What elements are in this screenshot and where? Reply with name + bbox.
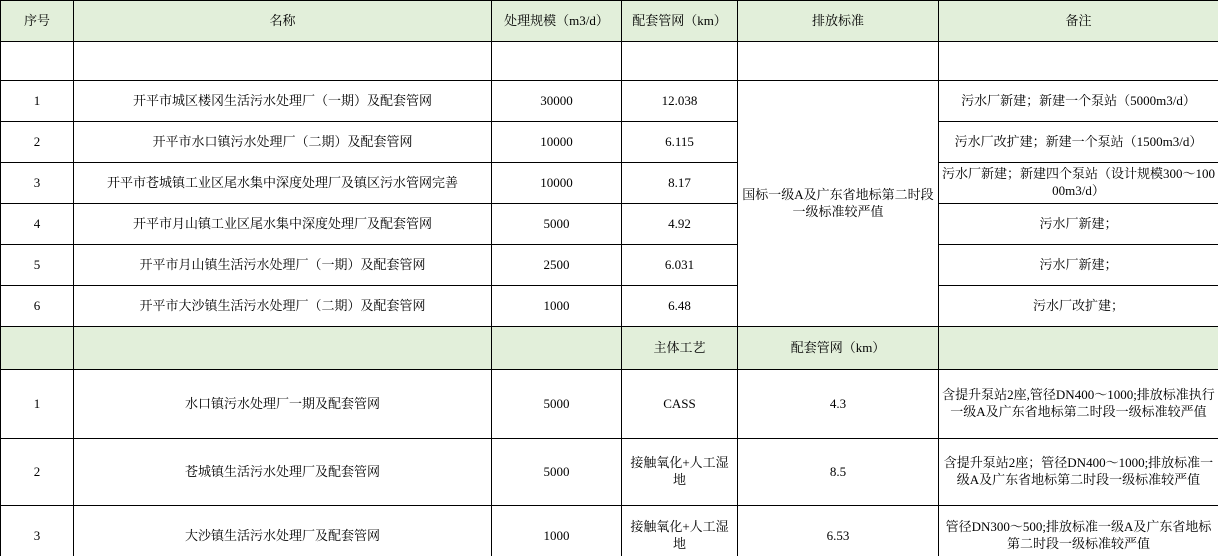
cell-scale: 2500 — [492, 245, 622, 286]
cell-scale: 5000 — [492, 370, 622, 439]
table-row — [1, 506, 1218, 556]
cell-pipeline: 8.5 — [738, 439, 939, 506]
cell-name: 开平市月山镇生活污水处理厂（一期）及配套管网 — [74, 245, 492, 286]
table-row — [1, 81, 1218, 122]
cell-no: 2 — [1, 439, 74, 506]
cell-scale: 10000 — [492, 122, 622, 163]
cell-process: 接触氧化+人工湿地 — [622, 439, 738, 506]
empty-cell — [492, 42, 622, 81]
cell-no: 6 — [1, 286, 74, 327]
cell-name: 开平市大沙镇生活污水处理厂（二期）及配套管网 — [74, 286, 492, 327]
cell-remark: 污水厂新建； — [939, 245, 1218, 286]
cell-remark: 污水厂新建； — [939, 204, 1218, 245]
empty-row — [1, 42, 1218, 81]
subheader-row — [1, 327, 1218, 370]
empty-cell — [74, 327, 492, 370]
empty-cell — [74, 42, 492, 81]
table-row — [1, 204, 1218, 245]
header-scale: 处理规模（m3/d） — [492, 1, 622, 42]
cell-pipeline: 6.48 — [622, 286, 738, 327]
cell-name: 开平市城区楼冈生活污水处理厂（一期）及配套管网 — [74, 81, 492, 122]
cell-scale: 10000 — [492, 163, 622, 204]
header-standard: 排放标准 — [738, 1, 939, 42]
cell-scale: 1000 — [492, 506, 622, 556]
empty-cell — [939, 327, 1218, 370]
cell-no: 3 — [1, 163, 74, 204]
cell-pipeline: 4.3 — [738, 370, 939, 439]
cell-pipeline: 8.17 — [622, 163, 738, 204]
cell-name: 开平市苍城镇工业区尾水集中深度处理厂及镇区污水管网完善 — [74, 163, 492, 204]
empty-cell — [492, 327, 622, 370]
cell-scale: 5000 — [492, 439, 622, 506]
cell-remark: 污水厂改扩建； — [939, 286, 1218, 327]
cell-remark: 污水厂改扩建；新建一个泵站（1500m3/d） — [939, 122, 1218, 163]
cell-name: 大沙镇生活污水处理厂及配套管网 — [74, 506, 492, 556]
cell-no: 5 — [1, 245, 74, 286]
cell-remark: 管径DN300～500;排放标准一级A及广东省地标第二时段一级标准较严值 — [939, 506, 1218, 556]
empty-cell — [738, 42, 939, 81]
table-row — [1, 122, 1218, 163]
cell-scale: 5000 — [492, 204, 622, 245]
table-row — [1, 370, 1218, 439]
cell-name: 水口镇污水处理厂一期及配套管网 — [74, 370, 492, 439]
cell-remark: 污水厂新建；新建一个泵站（5000m3/d） — [939, 81, 1218, 122]
cell-no: 3 — [1, 506, 74, 556]
table-row — [1, 286, 1218, 327]
cell-no: 2 — [1, 122, 74, 163]
cell-remark: 含提升泵站2座；管径DN400～1000;排放标准一级A及广东省地标第二时段一级标准较严值 — [939, 439, 1218, 506]
cell-remark: 含提升泵站2座,管径DN400～1000;排放标准执行一级A及广东省地标第二时段一级标准较严值 — [939, 370, 1218, 439]
cell-no: 4 — [1, 204, 74, 245]
header-row — [1, 1, 1218, 42]
cell-pipeline: 6.031 — [622, 245, 738, 286]
header-pipeline: 配套管网（km） — [622, 1, 738, 42]
cell-name: 开平市水口镇污水处理厂（二期）及配套管网 — [74, 122, 492, 163]
cell-pipeline: 6.53 — [738, 506, 939, 556]
subheader-process: 主体工艺 — [622, 327, 738, 370]
cell-scale: 1000 — [492, 286, 622, 327]
cell-pipeline: 4.92 — [622, 204, 738, 245]
cell-no: 1 — [1, 81, 74, 122]
table-row — [1, 245, 1218, 286]
cell-process: CASS — [622, 370, 738, 439]
cell-pipeline: 12.038 — [622, 81, 738, 122]
cell-discharge-standard-merged: 国标一级A及广东省地标第二时段一级标准较严值 — [738, 81, 939, 327]
empty-cell — [622, 42, 738, 81]
header-no: 序号 — [1, 1, 74, 42]
cell-name: 苍城镇生活污水处理厂及配套管网 — [74, 439, 492, 506]
empty-cell — [939, 42, 1218, 81]
cell-scale: 30000 — [492, 81, 622, 122]
cell-process: 接触氧化+人工湿地 — [622, 506, 738, 556]
cell-name: 开平市月山镇工业区尾水集中深度处理厂及配套管网 — [74, 204, 492, 245]
header-name: 名称 — [74, 1, 492, 42]
table-row — [1, 163, 1218, 204]
table-row — [1, 439, 1218, 506]
subheader-pipeline: 配套管网（km） — [738, 327, 939, 370]
cell-pipeline: 6.115 — [622, 122, 738, 163]
cell-remark: 污水厂新建；新建四个泵站（设计规模300～10000m3/d） — [939, 163, 1218, 204]
header-remark: 备注 — [939, 1, 1218, 42]
empty-cell — [1, 42, 74, 81]
cell-no: 1 — [1, 370, 74, 439]
empty-cell — [1, 327, 74, 370]
